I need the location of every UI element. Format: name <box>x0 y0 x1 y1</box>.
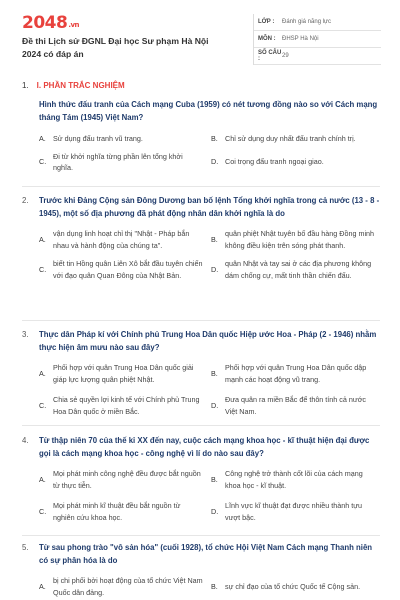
options-grid <box>39 575 380 598</box>
option-d[interactable] <box>211 151 383 174</box>
option-c[interactable] <box>39 394 211 417</box>
option-text: vận dụng linh hoạt chỉ thị "Nhật - Pháp bắn nhau và hành động của chúng ta". <box>53 229 190 250</box>
option-text: Sử dụng đấu tranh vũ trang. <box>53 134 143 143</box>
option-letter: D. <box>211 264 219 274</box>
option-text: Đi từ khởi nghĩa từng phần lên tổng khởi nghĩa. <box>53 151 183 172</box>
question-3 <box>22 328 380 417</box>
option-b[interactable] <box>211 228 383 251</box>
option-c[interactable] <box>39 500 211 523</box>
option-text: Lĩnh vực kĩ thuật đạt được nhiều thành tựu vượt bậc. <box>225 501 363 522</box>
option-text: sự chỉ đạo của tổ chức Quốc tế Cộng sản. <box>225 581 361 591</box>
divider <box>22 186 380 187</box>
option-d[interactable] <box>211 500 383 523</box>
option-letter: C. <box>39 157 47 167</box>
meta-row-count <box>254 48 381 65</box>
option-d[interactable] <box>211 394 383 417</box>
option-letter: B. <box>211 581 218 591</box>
option-letter: A. <box>39 134 46 143</box>
options-grid <box>39 468 380 523</box>
option-text: quân phiệt Nhật tuyên bố đầu hàng Đồng minh không điều kiện trên sóng phát thanh. <box>225 229 375 250</box>
question-number: 3. <box>22 330 29 339</box>
meta-key: LỚP : <box>258 19 275 25</box>
option-text: quân Nhật và tay sai ở các địa phương không dám chống cự, mất tinh thần chiến đấu. <box>225 259 372 280</box>
option-text: Mọi phát minh kĩ thuật đều bắt nguồn từ nghiên cứu khoa học. <box>53 501 181 522</box>
option-letter: A. <box>39 581 46 591</box>
option-text: Đưa quân ra miền Bắc để thôn tính cả nước Việt Nam. <box>225 395 366 416</box>
question-text: Từ thập niên 70 của thế kỉ XX đến nay, cuộc cách mạng khoa học - kĩ thuật hiện đại được gọi là cách mạng khoa học - công nghệ vì lí do nào sau đây? <box>39 436 370 458</box>
logo-suffix: .vn <box>68 21 80 29</box>
option-b[interactable] <box>211 575 383 598</box>
option-text: Coi trọng đấu tranh ngoại giao. <box>225 157 324 167</box>
option-text: bị chi phối bởi hoạt động của tổ chức Việt Nam Quốc dân đảng. <box>53 576 203 597</box>
question-text: Trước khi Đảng Cộng sản Đông Dương ban bố lệnh Tổng khởi nghĩa trong cả nước (13 - 8 - 1945), một số địa phương đã phát động nhân dân khởi nghĩa là do <box>39 196 380 218</box>
options-grid <box>39 362 380 417</box>
question-text: Từ sau phong trào "vô sản hóa" (cuối 1928), tổ chức Hội Việt Nam Cách mạng Thanh niên có sự phân hóa là do <box>39 543 373 565</box>
divider <box>22 425 380 426</box>
option-letter: B. <box>211 134 218 143</box>
option-text: Phối hợp với quân Trung Hoa Dân quốc giải giáp lực lượng quân phiệt Nhật. <box>53 363 194 384</box>
question-5 <box>22 541 380 598</box>
question-number: 2. <box>22 196 29 205</box>
option-text: Chia sẻ quyền lợi kinh tế với Chính phủ Trung Hoa Dân quốc ở miền Bắc. <box>53 395 200 416</box>
question-text: Hình thức đấu tranh của Cách mạng Cuba (1959) có nét tương đồng nào so với Cách mạng tháng Tám (1945) Việt Nam? <box>39 100 378 122</box>
options-grid <box>39 133 380 174</box>
option-letter: A. <box>39 368 46 378</box>
question-2 <box>22 194 380 281</box>
divider <box>22 320 380 321</box>
page-title: Đề thi Lịch sử ĐGNL Đại học Sư phạm Hà Nội 2024 có đáp án <box>22 36 209 59</box>
option-d[interactable] <box>211 258 383 281</box>
meta-row-subject <box>254 31 381 48</box>
option-letter: B. <box>211 234 218 244</box>
option-letter: A. <box>39 234 46 244</box>
section-title <box>22 81 125 90</box>
option-text: Mọi phát minh công nghệ đều được bắt nguồn từ thực tiễn. <box>53 469 201 490</box>
option-letter: D. <box>211 400 219 410</box>
option-a[interactable] <box>39 362 211 385</box>
option-text: Chỉ sử dụng duy nhất đấu tranh chính trị. <box>225 134 356 143</box>
meta-value: Đánh giá năng lực <box>282 19 332 25</box>
question-4 <box>22 434 380 523</box>
meta-table <box>253 14 381 65</box>
option-a[interactable] <box>39 468 211 491</box>
divider <box>22 535 380 536</box>
question-number: 4. <box>22 436 29 445</box>
meta-row-class <box>254 14 381 31</box>
option-c[interactable] <box>39 151 211 174</box>
option-letter: D. <box>211 157 219 167</box>
option-b[interactable] <box>211 468 383 491</box>
option-a[interactable] <box>39 228 211 251</box>
options-grid <box>39 228 380 281</box>
option-letter: C. <box>39 400 47 410</box>
option-letter: B. <box>211 474 218 484</box>
question-1 <box>22 98 380 174</box>
site-logo[interactable] <box>22 13 79 33</box>
option-letter: B. <box>211 368 218 378</box>
option-b[interactable] <box>211 362 383 385</box>
option-text: biết tin Hồng quân Liên Xô bắt đầu tuyên chiến với đạo quân Quan Đông của Nhật Bản. <box>53 259 203 280</box>
question-text: Thực dân Pháp kí với Chính phủ Trung Hoa Dân quốc Hiệp ước Hoa - Pháp (2 - 1946) nhằm thực hiện âm mưu nào sau đây? <box>39 330 377 352</box>
option-letter: A. <box>39 474 46 484</box>
meta-value: ĐHSP Hà Nội <box>282 36 319 42</box>
option-letter: D. <box>211 506 219 516</box>
option-letter: C. <box>39 506 47 516</box>
logo-brand: 2048 <box>22 13 68 33</box>
meta-key: MÔN : <box>258 36 276 42</box>
option-a[interactable] <box>39 575 211 598</box>
option-c[interactable] <box>39 258 211 281</box>
option-a[interactable] <box>39 133 211 145</box>
option-letter: C. <box>39 264 47 274</box>
meta-value: 29 <box>282 53 289 59</box>
option-text: Công nghệ trở thành cốt lõi của cách mạng khoa học - kĩ thuật. <box>225 469 363 490</box>
option-text: Phối hợp với quân Trung Hoa Dân quốc dập mạnh các hoạt động vũ trang. <box>225 363 367 384</box>
section-number: 1. <box>22 81 29 90</box>
section-heading: I. PHẦN TRẮC NGHIỆM <box>36 81 125 90</box>
meta-key: SỐ CÂU : <box>258 50 282 62</box>
option-b[interactable] <box>211 133 383 145</box>
page-header <box>0 0 400 70</box>
question-number: 5. <box>22 543 29 552</box>
